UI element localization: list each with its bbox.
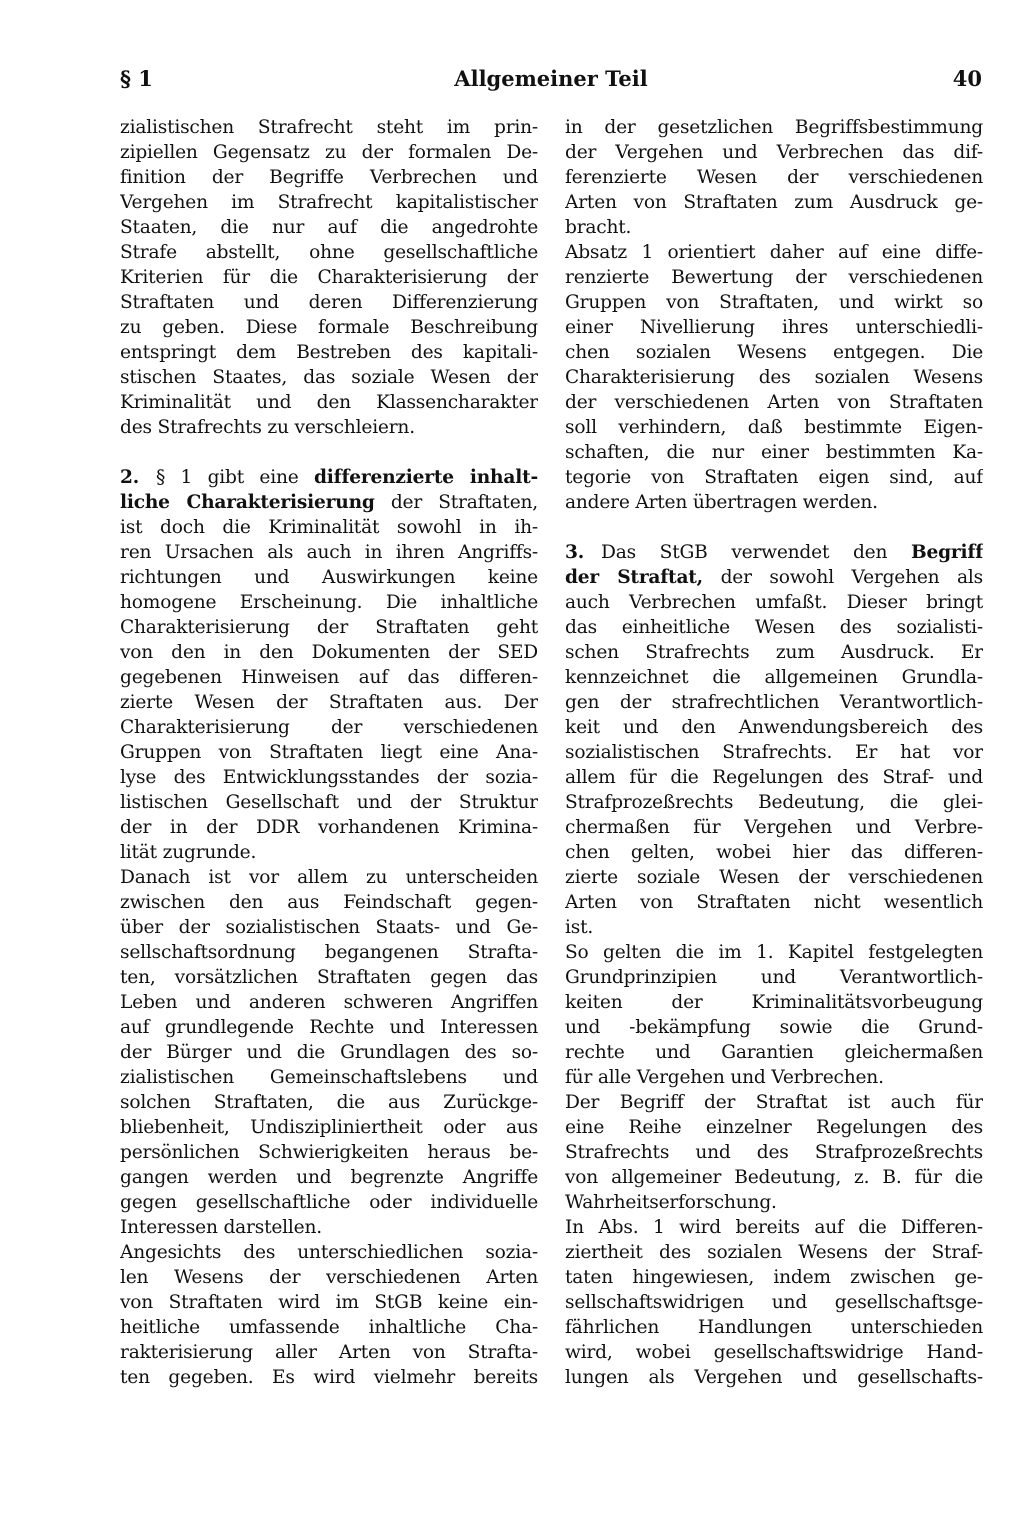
text-line: Gruppen von Straftaten liegt eine Ana- — [120, 742, 538, 763]
text-line: So gelten die im 1. Kapitel festgelegten — [565, 942, 983, 963]
text-line: Kriminalität und den Klassencharakter — [120, 392, 538, 413]
text-line: Angesichts des unterschiedlichen sozia- — [120, 1242, 538, 1263]
text-line: len Wesens der verschiedenen Arten — [120, 1267, 538, 1288]
text-line: bracht. — [565, 217, 632, 238]
text-line: ist doch die Kriminalität sowohl in ih- — [120, 517, 538, 538]
text-line: der verschiedenen Arten von Straftaten — [565, 392, 983, 413]
text-line: der in der DDR vorhandenen Krimina- — [120, 817, 538, 838]
text-line: fährlichen Handlungen unterschieden — [565, 1317, 983, 1338]
text-line: ten gegeben. Es wird vielmehr bereits — [120, 1367, 538, 1388]
bold-term: differenzierte inhalt- — [313, 467, 538, 488]
text-line: lyse des Entwicklungsstandes der sozia- — [120, 767, 538, 788]
paragraph — [565, 1215, 983, 1390]
text-line: der Vergehen und Verbrechen das dif- — [565, 142, 983, 163]
text-line: ten, vorsätzlichen Straftaten gegen das — [120, 967, 538, 988]
bold-term: der Straftat, — [565, 567, 703, 588]
text-line: Charakterisierung der Straftaten geht — [120, 617, 538, 638]
text-line: chen gelten, wobei hier das differen- — [565, 842, 983, 863]
text-line: rechte und Garantien gleichermaßen — [565, 1042, 983, 1063]
paragraph — [565, 115, 983, 240]
page-number: 40 — [952, 66, 982, 91]
paragraph-gap — [120, 440, 538, 465]
text-line: stischen Staates, das soziale Wesen der — [120, 367, 538, 388]
section-marker: § 1 — [120, 66, 153, 91]
text-line: richtungen und Auswirkungen keine — [120, 567, 538, 588]
text-line: bliebenheit, Undiszipliniertheit oder aus — [120, 1117, 538, 1138]
text-line: zu geben. Diese formale Beschreibung — [120, 317, 538, 338]
text-line: einer Nivellierung ihres unterschiedli- — [565, 317, 983, 338]
text-line: rakterisierung aller Arten von Strafta- — [120, 1342, 538, 1363]
text-line: lität zugrunde. — [120, 842, 257, 863]
text-line: allem für die Regelungen des Straf- und — [565, 767, 983, 788]
paragraph — [120, 865, 538, 1240]
text-line: von Straftaten wird im StGB keine ein- — [120, 1292, 538, 1313]
text-line: zialistischen Gemeinschaftslebens und — [120, 1067, 538, 1088]
text-line: auch Verbrechen umfaßt. Dieser bringt — [565, 592, 983, 613]
paragraph-number: 2. — [120, 467, 140, 488]
text-line: ziertheit des sozialen Wesens der Straf- — [565, 1242, 983, 1263]
text-line: tegorie von Straftaten eigen sind, auf — [565, 467, 983, 488]
text-line: der Bürger und die Grundlagen des so- — [120, 1042, 538, 1063]
text-line: chermaßen für Vergehen und Verbre- — [565, 817, 983, 838]
text-line: Kriterien für die Charakterisierung der — [120, 267, 538, 288]
text-line: Staaten, die nur auf die angedrohte — [120, 217, 538, 238]
text-line: der Straftat, der sowohl Vergehen als — [565, 567, 983, 588]
text-line: finition der Begriffe Verbrechen und — [120, 167, 538, 188]
text-line: Grundprinzipien und Verantwortlich- — [565, 967, 983, 988]
text-line: und -bekämpfung sowie die Grund- — [565, 1017, 983, 1038]
text-line: Gruppen von Straftaten, und wirkt so — [565, 292, 983, 313]
text-line: Vergehen im Strafrecht kapitalistischer — [120, 192, 538, 213]
running-header — [120, 66, 982, 98]
text-line: gangen werden und begrenzte Angriffe — [120, 1167, 538, 1188]
text-line: Strafprozeßrechts Bedeutung, die glei- — [565, 792, 983, 813]
text-line: persönlichen Schwierigkeiten heraus be- — [120, 1142, 538, 1163]
numbered-paragraph — [120, 465, 538, 865]
text-line: ferenzierte Wesen der verschiedenen — [565, 167, 983, 188]
text-line: sellschaftswidrigen und gesellschaftsge- — [565, 1292, 983, 1313]
text-line: wird, wobei gesellschaftswidrige Hand- — [565, 1342, 983, 1363]
paragraph — [120, 115, 538, 440]
paragraph — [565, 1090, 983, 1215]
text-line: gegebenen Hinweisen auf das differen- — [120, 667, 538, 688]
text-line: das einheitliche Wesen des sozialisti- — [565, 617, 983, 638]
left-column — [120, 115, 538, 1390]
text-line: Strafe abstellt, ohne gesellschaftliche — [120, 242, 538, 263]
text-line: zwischen den aus Feindschaft gegen- — [120, 892, 538, 913]
paragraph — [565, 940, 983, 1090]
right-column — [565, 115, 983, 1390]
text-line: des Strafrechts zu verschleiern. — [120, 417, 415, 438]
paragraph-number: 3. — [565, 542, 585, 563]
text-line: in der gesetzlichen Begriffsbestimmung — [565, 117, 983, 138]
text-line: Interessen darstellen. — [120, 1217, 322, 1238]
text-line: zipiellen Gegensatz zu der formalen De- — [120, 142, 538, 163]
bold-term: Begriff — [910, 542, 983, 563]
text-line: zialistischen Strafrecht steht im prin- — [120, 117, 538, 138]
text-line: homogene Erscheinung. Die inhaltliche — [120, 592, 538, 613]
text-line: 2. § 1 gibt eine differenzierte inhalt- — [120, 467, 538, 488]
text-line: Arten von Straftaten nicht wesentlich — [565, 892, 983, 913]
text-line: heitliche umfassende inhaltliche Cha- — [120, 1317, 538, 1338]
text-line: lungen als Vergehen und gesellschafts- — [565, 1367, 983, 1388]
text-line: Arten von Straftaten zum Ausdruck ge- — [565, 192, 983, 213]
text-line: Absatz 1 orientiert daher auf eine diffe- — [565, 242, 983, 263]
paragraph-gap — [565, 515, 983, 540]
text-line: 3. Das StGB verwendet den Begriff — [565, 542, 983, 563]
text-line: Wahrheitserforschung. — [565, 1192, 777, 1213]
text-line: von allgemeiner Bedeutung, z. B. für die — [565, 1167, 983, 1188]
numbered-paragraph — [565, 540, 983, 940]
text-line: kennzeichnet die allgemeinen Grundla- — [565, 667, 983, 688]
text-line: solchen Straftaten, die aus Zurückge- — [120, 1092, 538, 1113]
text-line: Danach ist vor allem zu unterscheiden — [120, 867, 538, 888]
text-line: soll verhindern, daß bestimmte Eigen- — [565, 417, 983, 438]
text-line: Straftaten und deren Differenzierung — [120, 292, 538, 313]
text-line: sozialistischen Strafrechts. Er hat vor — [565, 742, 983, 763]
text-line: renzierte Bewertung der verschiedenen — [565, 267, 983, 288]
text-line: listischen Gesellschaft und der Struktur — [120, 792, 538, 813]
text-line: In Abs. 1 wird bereits auf die Differen- — [565, 1217, 983, 1238]
text-line: Charakterisierung des sozialen Wesens — [565, 367, 983, 388]
text-line: schen Strafrechts zum Ausdruck. Er — [565, 642, 983, 663]
text-line: taten hingewiesen, indem zwischen ge- — [565, 1267, 983, 1288]
text-line: andere Arten übertragen werden. — [565, 492, 878, 513]
text-line: Strafrechts und des Strafprozeßrechts — [565, 1142, 983, 1163]
text-line: gen der strafrechtlichen Verantwortlich- — [565, 692, 983, 713]
text-line: keiten der Kriminalitätsvorbeugung — [565, 992, 983, 1013]
text-line: chen sozialen Wesens entgegen. Die — [565, 342, 983, 363]
paragraph — [120, 1240, 538, 1390]
text-line: von den in den Dokumenten der SED — [120, 642, 538, 663]
text-line: sellschaftsordnung begangenen Strafta- — [120, 942, 538, 963]
text-line: entspringt dem Bestreben des kapitali- — [120, 342, 538, 363]
text-line: gegen gesellschaftliche oder individuelle — [120, 1192, 538, 1213]
text-line: für alle Vergehen und Verbrechen. — [565, 1067, 884, 1088]
text-line: Der Begriff der Straftat ist auch für — [565, 1092, 983, 1113]
chapter-title: Allgemeiner Teil — [454, 66, 648, 91]
bold-term: liche Charakterisierung — [120, 492, 375, 513]
text-line: zierte soziale Wesen der verschiedenen — [565, 867, 983, 888]
text-line: liche Charakterisierung der Straftaten, — [120, 492, 538, 513]
text-line: Leben und anderen schweren Angriffen — [120, 992, 538, 1013]
text-line: über der sozialistischen Staats- und Ge- — [120, 917, 538, 938]
text-line: Charakterisierung der verschiedenen — [120, 717, 538, 738]
text-line: auf grundlegende Rechte und Interessen — [120, 1017, 538, 1038]
text-line: eine Reihe einzelner Regelungen des — [565, 1117, 983, 1138]
text-line: zierte Wesen der Straftaten aus. Der — [120, 692, 538, 713]
text-line: schaften, die nur einer bestimmten Ka- — [565, 442, 983, 463]
text-line: ren Ursachen als auch in ihren Angriffs- — [120, 542, 538, 563]
paragraph — [565, 240, 983, 515]
text-line: keit und den Anwendungsbereich des — [565, 717, 983, 738]
text-line: ist. — [565, 917, 594, 938]
